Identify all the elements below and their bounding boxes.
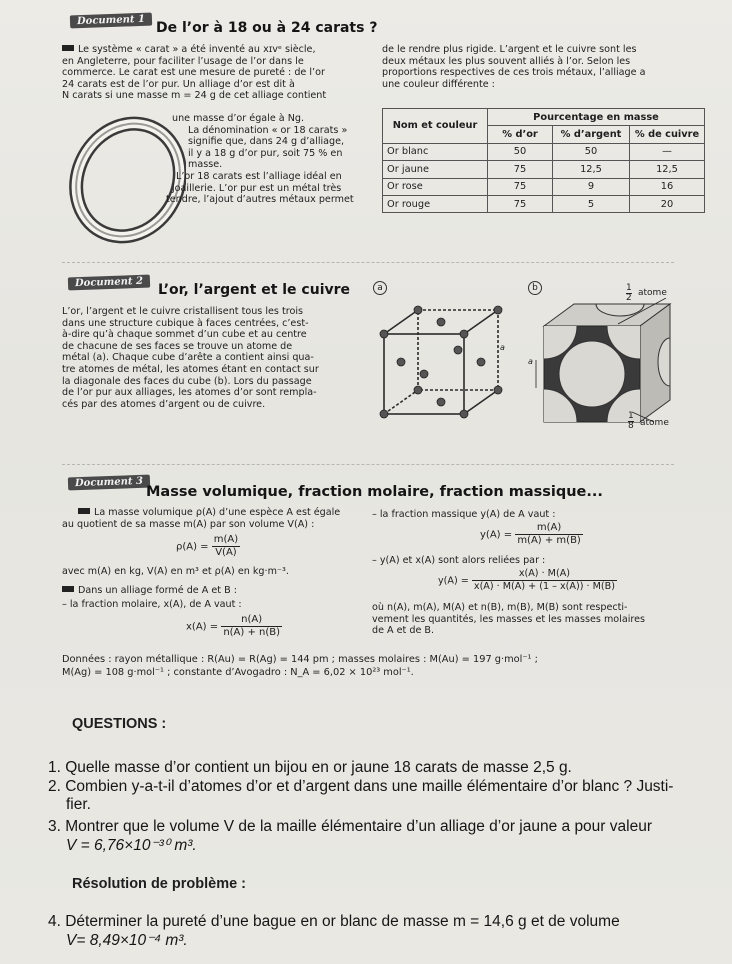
table-header-silver: % d’argent xyxy=(553,126,630,143)
question-3-value: V = 6,76×10⁻³⁰ m³. xyxy=(66,837,197,854)
relation-text: – y(A) et x(A) sont alors reliées par : xyxy=(372,555,546,566)
density-formula: ρ(A) = $\frac{m(A)}{V(A)}$ xyxy=(176,534,239,558)
edge-length-label-b: a xyxy=(528,357,533,366)
relation-formula: y(A) = $\frac{x(A) \cdot M(A)}{x(A) \cdot M(A) + (1 - x(A)) \cdot M(B)}$ xyxy=(438,568,615,592)
data-text: Données : rayon métallique : R(Au) = R(Ag) = 144 pm ; masses molaires : M(Au) = 197 g·mol⁻¹ ; M(Ag) = 108 g·mol⁻¹ ; constante d’Avogadro : N_A = 6,02 × 10²³ mol⁻¹. xyxy=(62,654,538,678)
doc1-ring-text: une masse d’or égale à Ng. La dénomination « or 18 carats » signifie que, dans 24 g d’alliage, il y a 18 g d’or pur, soit 75 % en masse. L’or 18 carats est l’alliage idéal en joaillerie. L’or pur est un métal très tendre, l’ajout d’autres métaux permet xyxy=(166,113,354,206)
table-row: Or rose 75 9 16 xyxy=(383,178,705,195)
question-4-value: V= 8,49×10⁻⁴ m³. xyxy=(66,932,188,949)
table-header-gold: % d’or xyxy=(488,126,553,143)
molar-fraction-formula: x(A) = $\frac{n(A)}{n(A) + n(B)}$ xyxy=(186,614,281,638)
edge-length-label: a xyxy=(500,343,505,352)
question-2: 2. Combien y-a-t-il d’atomes d’or et d’argent dans une maille élémentaire d’or blanc ? Justi- xyxy=(48,778,674,795)
figure-b-label: b xyxy=(528,281,542,295)
question-2-continued: fier. xyxy=(66,796,91,813)
document-1-tag: Document 1 xyxy=(70,13,152,29)
alloy-composition-table xyxy=(382,108,705,213)
molar-fraction-text: – la fraction molaire, x(A), de A vaut : xyxy=(62,599,242,610)
divider xyxy=(62,262,674,263)
document-3-title: Masse volumique, fraction molaire, fraction massique... xyxy=(146,484,603,500)
table-row: Or jaune 75 12,5 12,5 xyxy=(383,161,705,178)
questions-heading: QUESTIONS : xyxy=(72,716,167,732)
question-4: 4. Déterminer la pureté d’une bague en or blanc de masse m = 14,6 g et de volume xyxy=(48,913,620,930)
eighth-fraction: 1 8 xyxy=(628,411,634,431)
table-header-group: Pourcentage en masse xyxy=(488,109,705,126)
half-fraction: 1 2 xyxy=(626,283,632,303)
mass-fraction-text: – la fraction massique y(A) de A vaut : xyxy=(372,509,556,520)
table-header-copper: % de cuivre xyxy=(630,126,705,143)
divider xyxy=(62,464,674,465)
figure-a-label: a xyxy=(373,281,387,295)
document-1-title: De l’or à 18 ou à 24 carats ? xyxy=(156,20,378,36)
document-2-tag: Document 2 xyxy=(68,275,150,291)
problem-heading: Résolution de problème : xyxy=(72,876,247,892)
document-3-tag: Document 3 xyxy=(68,475,150,491)
doc2-text: L’or, l’argent et le cuivre cristallisent tous les trois dans une structure cubique à faces centrées, c’est- à-dire qu’à chaque sommet d’un cube et au centre de chacune de ses faces se trouve un atome de métal (a). Chaque cube d’arête a contient ainsi qua- tre atomes de métal, les atomes étant en contact sur la diagonale des faces du cube (b). Lors du passage de l’or pur aux alliages, les atomes d’or sont rempla- cés par des atomes d’argent ou de cuivre. xyxy=(62,306,319,410)
doc1-right-text: de le rendre plus rigide. L’argent et le cuivre sont les deux métaux les plus souvent alliés à l’or. Selon les proportions respectives de ces trois métaux, l’alliage a une couleur différente : xyxy=(382,44,646,90)
mass-fraction-formula: y(A) = $\frac{m(A)}{m(A) + m(B)}$ xyxy=(480,522,581,546)
table-header-name: Nom et couleur xyxy=(383,109,488,144)
fcc-cube-wireframe-figure xyxy=(372,300,512,430)
eighth-atom-label: atome xyxy=(640,418,669,428)
alloy-text: Dans un alliage formé de A et B : xyxy=(62,585,237,597)
question-1: 1. Quelle masse d’or contient un bijou en or jaune 18 carats de masse 2,5 g. xyxy=(48,759,572,776)
half-atom-label: atome xyxy=(638,288,667,298)
table-row: Or rouge 75 5 20 xyxy=(383,195,705,212)
table-row: Or blanc 50 50 — xyxy=(383,143,705,160)
doc3-left-text: La masse volumique ρ(A) d’une espèce A est égale au quotient de sa masse m(A) par son volume V(A) : xyxy=(62,507,341,530)
doc1-intro-text: Le système « carat » a été inventé au xɪvᵉ siècle, en Angleterre, pour faciliter l’usage de l’or dans le commerce. Le carat est une mesure de pureté : de l’or 24 carats est de l’or pur. Un alliage d’or est dit à N carats si une masse m = 24 g de cet alliage contient xyxy=(62,44,327,102)
fcc-compact-spheres-figure xyxy=(526,298,672,434)
gold-ring-image xyxy=(56,110,186,250)
question-3: 3. Montrer que le volume V de la maille élémentaire d’un alliage d’or jaune a pour valeur xyxy=(48,818,652,835)
doc3-right-text: où n(A), m(A), M(A) et n(B), m(B), M(B) sont respecti- vement les quantités, les masses et les masses molaires de A et de B. xyxy=(372,602,646,637)
units-text: avec m(A) en kg, V(A) en m³ et ρ(A) en kg·m⁻³. xyxy=(62,566,289,577)
document-2-title: L’or, l’argent et le cuivre xyxy=(158,282,351,298)
